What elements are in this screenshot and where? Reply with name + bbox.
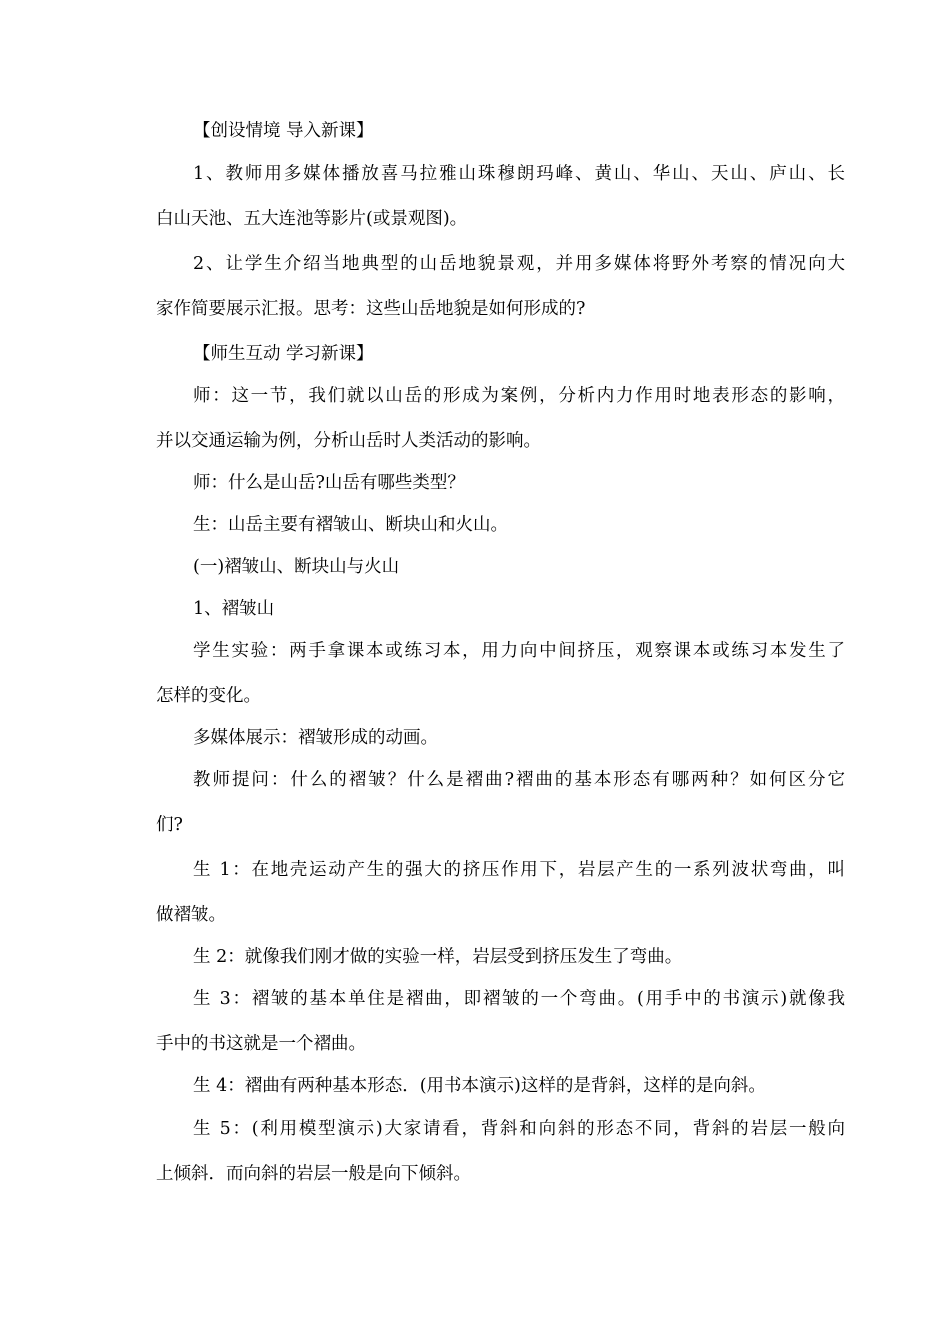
paragraph-3-line-1: 师：这一节，我们就以山岳的形成为案例，分析内力作用时地表形态的影响，: [193, 386, 845, 406]
paragraph-5: 生：山岳主要有褶皱山、断块山和火山。: [193, 515, 508, 535]
section-heading-interaction: 【师生互动 学习新课】: [193, 344, 374, 364]
paragraph-3-line-2: 并以交通运输为例，分析山岳时人类活动的影响。: [156, 431, 541, 451]
paragraph-7: 多媒体展示：褶皱形成的动画。: [193, 728, 438, 748]
paragraph-11-line-1: 生 3：褶皱的基本单住是褶曲，即褶皱的一个弯曲。(用手中的书演示)就像我: [193, 989, 845, 1009]
paragraph-8-line-1: 教师提问：什么的褶皱？什么是褶曲?褶曲的基本形态有哪两种？如何区分它: [193, 770, 845, 790]
paragraph-4: 师：什么是山岳?山岳有哪些类型？: [193, 473, 465, 493]
subsection-heading-mountains: (一)褶皱山、断块山与火山: [193, 557, 400, 577]
paragraph-12: 生 4：褶曲有两种基本形态．(用书本演示)这样的是背斜，这样的是向斜。: [193, 1076, 766, 1096]
paragraph-1-line-2: 白山天池、五大连池等影片(或景观图)。: [156, 209, 468, 229]
paragraph-10: 生 2：就像我们刚才做的实验一样，岩层受到挤压发生了弯曲。: [193, 947, 683, 967]
paragraph-11-line-2: 手中的书这就是一个褶曲。: [156, 1034, 366, 1054]
paragraph-2-line-2: 家作简要展示汇报。思考：这些山岳地貌是如何形成的?: [156, 299, 586, 319]
paragraph-9-line-1: 生 1：在地壳运动产生的强大的挤压作用下，岩层产生的一系列波状弯曲，叫: [193, 860, 845, 880]
paragraph-1-line-1: 1、教师用多媒体播放喜马拉雅山珠穆朗玛峰、黄山、华山、天山、庐山、长: [193, 164, 845, 184]
paragraph-8-line-2: 们?: [156, 815, 183, 835]
paragraph-6-line-2: 怎样的变化。: [156, 686, 261, 706]
paragraph-13-line-1: 生 5：(利用模型演示)大家请看，背斜和向斜的形态不同，背斜的岩层一般向: [193, 1119, 845, 1139]
section-heading-intro: 【创设情境 导入新课】: [193, 121, 374, 141]
paragraph-2-line-1: 2、让学生介绍当地典型的山岳地貌景观，并用多媒体将野外考察的情况向大: [193, 254, 845, 274]
paragraph-6-line-1: 学生实验：两手拿课本或练习本，用力向中间挤压，观察课本或练习本发生了: [193, 641, 845, 661]
paragraph-9-line-2: 做褶皱。: [156, 905, 226, 925]
subsection-heading-fold-mountain: 1、褶皱山: [193, 599, 275, 619]
paragraph-13-line-2: 上倾斜．而向斜的岩层一般是向下倾斜。: [156, 1164, 471, 1184]
